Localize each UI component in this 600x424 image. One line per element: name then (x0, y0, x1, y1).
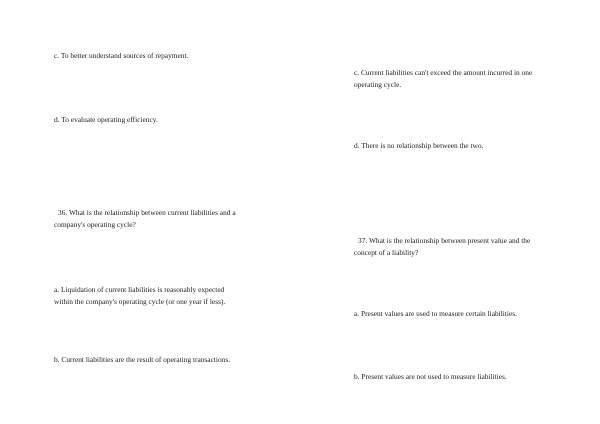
left-option-c-text: c. To better understand sources of repayment. (54, 51, 189, 60)
right-option-b (354, 371, 507, 383)
question-36-line1: 36. What is the relationship between current liabilities and a (58, 208, 236, 217)
right-option-c (354, 67, 532, 90)
right-option-c-line2: operating cycle. (354, 79, 402, 89)
left-option-a (54, 284, 225, 307)
question-37-line2: concept of a liability? (354, 247, 419, 257)
left-option-b (54, 354, 230, 366)
right-option-c-line1: c. Current liabilities can't exceed the amount incurred in one (354, 68, 533, 77)
left-option-d (54, 114, 158, 126)
right-option-d-text: d. There is no relationship between the two. (354, 141, 484, 150)
left-option-a-line1: a. Liquidation of current liabilities is reasonably expected (54, 285, 225, 294)
left-option-b-text: b. Current liabilities are the result of operating transactions. (54, 355, 231, 364)
left-option-d-text: d. To evaluate operating efficiency. (54, 115, 158, 124)
question-36 (54, 207, 236, 230)
left-option-c (54, 50, 188, 62)
question-37 (354, 235, 530, 258)
left-option-a-line2: within the company's operating cycle (or one year if less). (54, 296, 226, 306)
question-37-line1: 37. What is the relationship between present value and the (358, 236, 531, 245)
right-option-a (354, 308, 517, 320)
right-option-b-text: b. Present values are not used to measure liabilities. (354, 372, 507, 381)
right-option-d (354, 140, 483, 152)
question-36-line2: company's operating cycle? (54, 219, 136, 229)
right-option-a-text: a. Present values are used to measure certain liabilities. (354, 309, 517, 318)
